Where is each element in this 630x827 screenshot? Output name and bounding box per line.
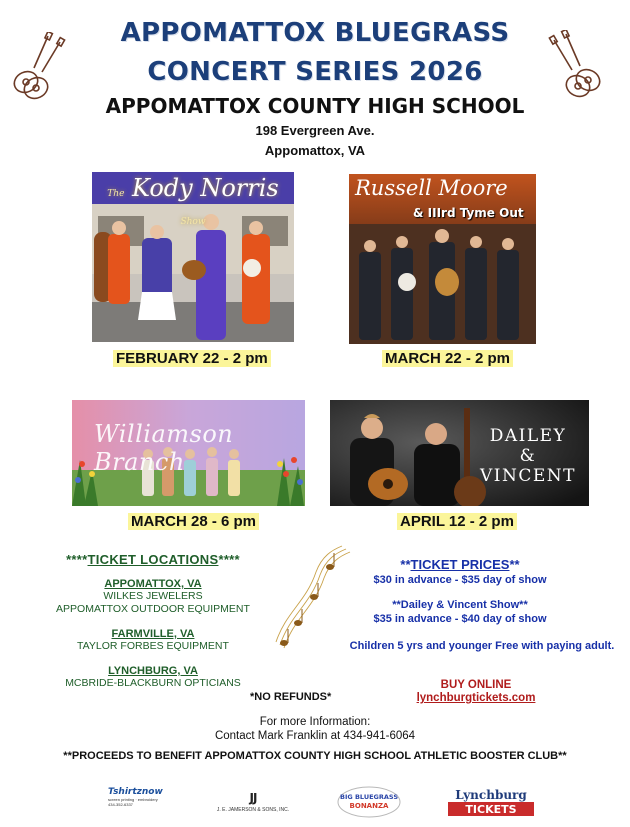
buy-online-label: BUY ONLINE: [440, 679, 512, 691]
concert-date-russell-moore: MARCH 22 - 2 pm: [382, 350, 513, 367]
dailey-vincent-title: DAILEY & VINCENT: [480, 426, 576, 486]
ticket-location-appomattox: [40, 578, 266, 616]
dailey-vincent-photo: [330, 400, 589, 506]
location-store: APPOMATTOX OUTDOOR EQUIPMENT: [56, 603, 250, 615]
location-store: TAYLOR FORBES EQUIPMENT: [77, 640, 229, 652]
ticket-locations-heading: ****TICKET LOCATIONS****: [66, 552, 240, 567]
concert-date-williamson-branch: MARCH 28 - 6 pm: [128, 513, 259, 530]
children-price-note: Children 5 yrs and younger Free with paying adult.: [349, 640, 615, 652]
williamson-branch-title: Williamson Branch: [94, 420, 234, 476]
venue-address-street: 198 Evergreen Ave.: [255, 123, 375, 138]
general-price: $30 in advance - $35 day of show: [373, 574, 547, 586]
contact-info: Contact Mark Franklin at 434-941-6064: [214, 730, 416, 742]
guitar-icon: [4, 32, 66, 104]
venue-name: APPOMATTOX COUNTY HIGH SCHOOL: [105, 94, 525, 118]
more-info-label: For more Information:: [259, 716, 371, 728]
location-store: MCBRIDE-BLACKBURN OPTICIANS: [65, 677, 241, 689]
sponsor-lynchburg-tickets-logo: [446, 786, 536, 818]
location-city: LYNCHBURG, VA: [108, 665, 198, 677]
proceeds-note: **PROCEEDS TO BENEFIT APPOMATTOX COUNTY HIGH SCHOOL ATHLETIC BOOSTER CLUB**: [63, 750, 567, 762]
sponsor-big-bluegrass-bonanza-logo: [336, 785, 402, 819]
dailey-vincent-price: $35 in advance - $40 day of show: [373, 613, 547, 625]
svg-text:BIG BLUEGRASS: BIG BLUEGRASS: [340, 793, 398, 801]
venue-address-city: Appomattox, VA: [264, 143, 366, 158]
concert-date-kody-norris: FEBRUARY 22 - 2 pm: [113, 350, 271, 367]
svg-text:TICKETS: TICKETS: [465, 803, 517, 816]
russell-moore-title: Russell Moore: [355, 176, 508, 200]
sponsor-tshirtznow-logo: Tshirtznow screen printing · embroidery 434-352-6337: [108, 787, 163, 807]
no-refunds-note: *NO REFUNDS*: [250, 691, 332, 703]
location-city: APPOMATTOX, VA: [104, 578, 202, 590]
dailey-vincent-price-heading: **Dailey & Vincent Show**: [392, 599, 528, 611]
concert-date-dailey-vincent: APRIL 12 - 2 pm: [397, 513, 517, 530]
williamson-branch-photo: [72, 400, 305, 506]
kody-norris-title: The Kody Norris Show: [107, 174, 279, 227]
ticket-location-lynchburg: [40, 665, 266, 690]
location-store: WILKES JEWELERS: [103, 590, 203, 602]
location-city: FARMVILLE, VA: [111, 628, 195, 640]
music-notes-icon: [270, 545, 352, 655]
svg-text:Lynchburg: Lynchburg: [455, 788, 527, 802]
kody-norris-photo: [92, 172, 294, 342]
guitar-icon: [548, 30, 610, 102]
russell-moore-photo: [349, 174, 536, 344]
title-line-1: APPOMATTOX BLUEGRASS: [120, 18, 510, 48]
sponsor-jamerson-logo: JJ J. E. JAMERSON & SONS, INC.: [216, 791, 290, 813]
ticket-prices-heading: **TICKET PRICES**: [400, 557, 520, 572]
russell-moore-subtitle: & IIIrd Tyme Out: [413, 206, 524, 220]
svg-text:BONANZA: BONANZA: [349, 802, 389, 810]
title-line-2: CONCERT SERIES 2026: [147, 57, 483, 87]
ticket-location-farmville: [40, 628, 266, 653]
buy-online-link[interactable]: lynchburgtickets.com: [416, 692, 536, 704]
